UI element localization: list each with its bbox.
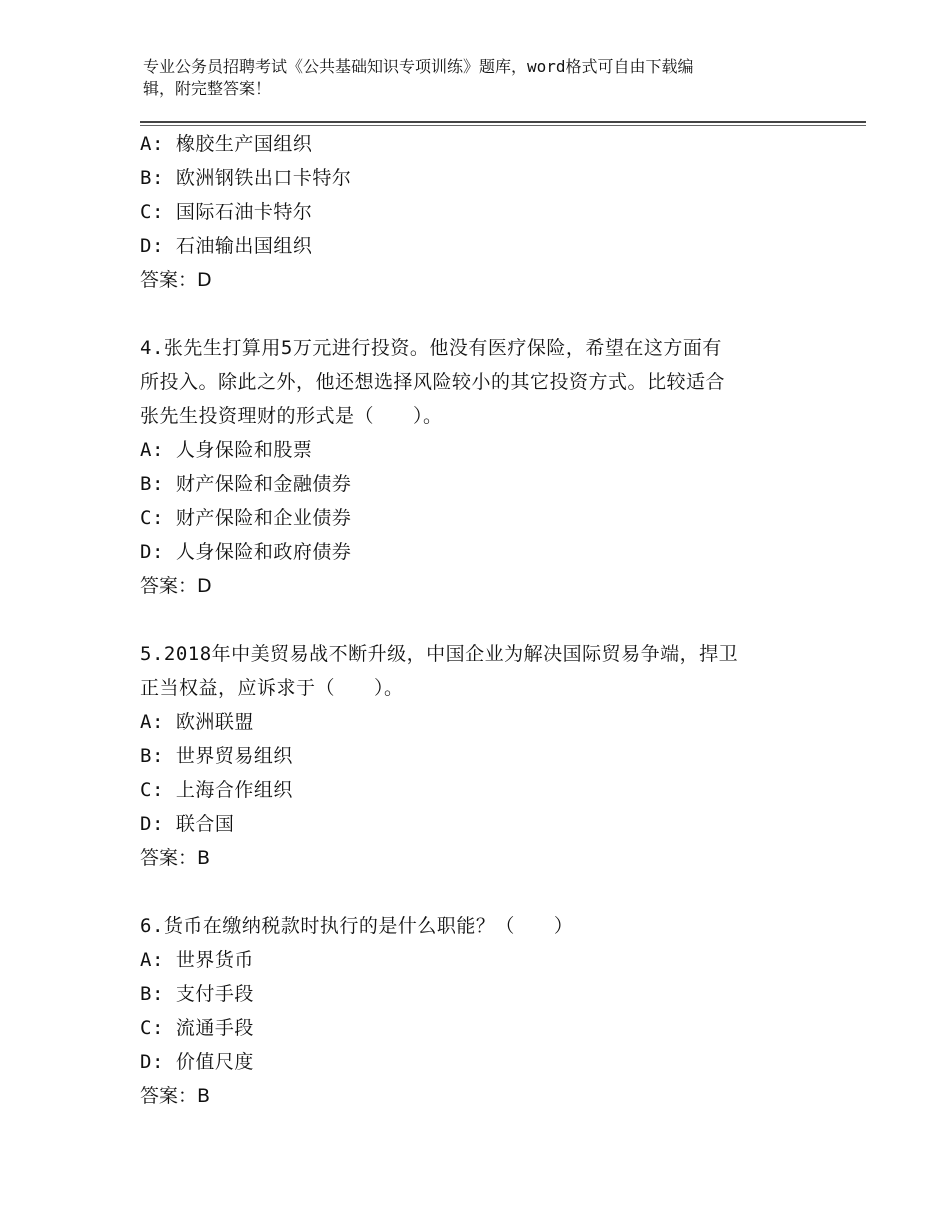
header-divider-thin (140, 125, 866, 126)
question-4 (140, 331, 820, 603)
question-6 (140, 909, 820, 1113)
option-b: B: 支付手段 (140, 983, 254, 1005)
question-line: 正当权益，应诉求于（ ）。 (140, 677, 404, 699)
question-text (140, 909, 820, 943)
option-c: C: 流通手段 (140, 1017, 254, 1039)
question-text (140, 637, 820, 705)
document-header (143, 56, 803, 100)
question-line: 所投入。除此之外，他还想选择风险较小的其它投资方式。比较适合 (140, 371, 726, 393)
question-line: 张先生投资理财的形式是（ ）。 (140, 405, 443, 427)
option-d: D: 联合国 (140, 813, 235, 835)
question-5 (140, 637, 820, 875)
option-a: A: 世界货币 (140, 949, 254, 971)
question-text (140, 331, 820, 433)
answer: 答案：B (140, 847, 211, 869)
answer: 答案：D (140, 269, 212, 291)
option-a: A: 欧洲联盟 (140, 711, 254, 733)
option-a: A: 人身保险和股票 (140, 439, 313, 461)
option-a: A: 橡胶生产国组织 (140, 133, 313, 155)
answer: 答案：D (140, 575, 212, 597)
option-d: D: 石油输出国组织 (140, 235, 313, 257)
option-b: B: 财产保险和金融债券 (140, 473, 352, 495)
spacer (140, 603, 820, 637)
header-divider-thick (140, 121, 866, 123)
question-line: 5.2018年中美贸易战不断升级，中国企业为解决国际贸易争端，捍卫 (140, 643, 739, 665)
question-list (140, 127, 820, 1113)
header-line-1: 专业公务员招聘考试《公共基础知识专项训练》题库，word格式可自由下载编 (143, 57, 694, 76)
header-line-2: 辑，附完整答案！ (143, 79, 272, 98)
option-c: C: 上海合作组织 (140, 779, 293, 801)
spacer (140, 297, 820, 331)
option-d: D: 人身保险和政府债券 (140, 541, 352, 563)
option-b: B: 欧洲钢铁出口卡特尔 (140, 167, 352, 189)
option-d: D: 价值尺度 (140, 1051, 254, 1073)
question-line: 4.张先生打算用5万元进行投资。他没有医疗保险，希望在这方面有 (140, 337, 722, 359)
option-c: C: 国际石油卡特尔 (140, 201, 313, 223)
question-3 (140, 127, 820, 297)
question-line: 6.货币在缴纳税款时执行的是什么职能？（ ） (140, 915, 574, 937)
answer: 答案：B (140, 1085, 211, 1107)
option-b: B: 世界贸易组织 (140, 745, 293, 767)
spacer (140, 875, 820, 909)
option-c: C: 财产保险和企业债券 (140, 507, 352, 529)
